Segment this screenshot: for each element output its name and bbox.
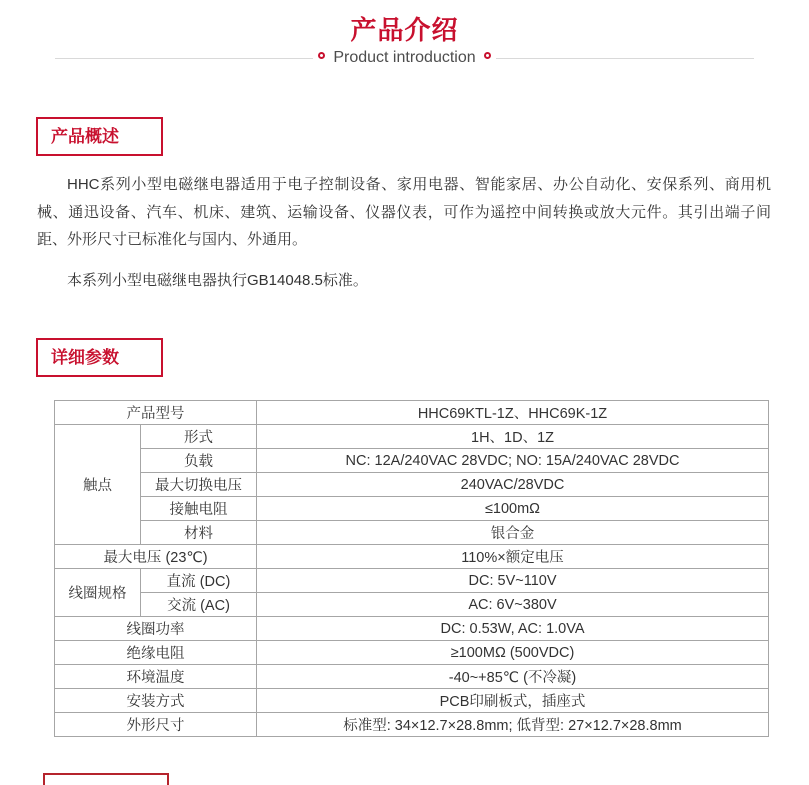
page-title: 产品介绍 <box>350 15 459 45</box>
table-row <box>55 401 769 425</box>
ring-icon-right <box>484 52 491 59</box>
spec-value-cell: NC: 12A/240VAC 28VDC; NO: 15A/240VAC 28VDC <box>257 449 769 473</box>
page-subtitle: Product introduction <box>333 49 476 66</box>
table-row <box>55 665 769 689</box>
spec-label-cell: 线圈规格 <box>55 569 141 617</box>
spec-value-cell: 1H、1D、1Z <box>257 425 769 449</box>
divider-line-right <box>496 58 754 59</box>
spec-label-cell: 直流 (DC) <box>141 569 257 593</box>
table-row <box>55 689 769 713</box>
spec-label-cell: 交流 (AC) <box>141 593 257 617</box>
spec-label-cell: 安装方式 <box>55 689 257 713</box>
table-row <box>55 641 769 665</box>
table-row <box>55 521 769 545</box>
table-row <box>55 617 769 641</box>
section-label-overview <box>36 117 163 156</box>
ring-icon-left <box>318 52 325 59</box>
section-label-params <box>36 338 163 377</box>
spec-label-cell: 线圈功率 <box>55 617 257 641</box>
spec-value-cell: DC: 0.53W, AC: 1.0VA <box>257 617 769 641</box>
table-row <box>55 569 769 593</box>
spec-label-cell: 材料 <box>141 521 257 545</box>
section-label-overview-text: 产品概述 <box>51 127 119 146</box>
spec-label-cell: 外形尺寸 <box>55 713 257 737</box>
spec-label-cell: 产品型号 <box>55 401 257 425</box>
table-row <box>55 449 769 473</box>
spec-label-cell: 形式 <box>141 425 257 449</box>
table-row <box>55 593 769 617</box>
overview-paragraph-2: 本系列小型电磁继电器执行GB14048.5标准。 <box>67 271 368 289</box>
next-section-box-partial <box>43 773 169 785</box>
spec-value-cell: ≤100mΩ <box>257 497 769 521</box>
spec-value-cell: HHC69KTL-1Z、HHC69K-1Z <box>257 401 769 425</box>
table-row <box>55 713 769 737</box>
spec-table-body <box>55 401 769 737</box>
spec-value-cell: 标准型: 34×12.7×28.8mm; 低背型: 27×12.7×28.8mm <box>257 713 769 737</box>
spec-label-cell: 触点 <box>55 425 141 545</box>
spec-label-cell: 绝缘电阻 <box>55 641 257 665</box>
spec-value-cell: PCB印刷板式，插座式 <box>257 689 769 713</box>
spec-value-cell: 银合金 <box>257 521 769 545</box>
table-row <box>55 497 769 521</box>
spec-value-cell: 240VAC/28VDC <box>257 473 769 497</box>
spec-value-cell: 110%×额定电压 <box>257 545 769 569</box>
overview-paragraph-1: HHC系列小型电磁继电器适用于电子控制设备、家用电器、智能家居、办公自动化、安保系列、商用机械、通迅设备、汽车、机床、建筑、运输设备、仪器仪表，可作为遥控中间转换或放大元件。其引出端子间距、外形尺寸已标准化与国内、外通用。 <box>37 176 771 248</box>
spec-table <box>54 400 769 737</box>
spec-label-cell: 环境温度 <box>55 665 257 689</box>
table-row <box>55 425 769 449</box>
table-row <box>55 545 769 569</box>
spec-label-cell: 最大电压 (23℃) <box>55 545 257 569</box>
spec-value-cell: DC: 5V~110V <box>257 569 769 593</box>
overview-section <box>37 171 771 294</box>
spec-label-cell: 负载 <box>141 449 257 473</box>
divider-line-left <box>55 58 313 59</box>
spec-value-cell: ≥100MΩ (500VDC) <box>257 641 769 665</box>
spec-label-cell: 最大切换电压 <box>141 473 257 497</box>
table-row <box>55 473 769 497</box>
spec-value-cell: AC: 6V~380V <box>257 593 769 617</box>
page-subtitle-row <box>55 46 754 70</box>
spec-label-cell: 接触电阻 <box>141 497 257 521</box>
spec-value-cell: -40~+85℃ (不冷凝) <box>257 665 769 689</box>
section-label-params-text: 详细参数 <box>51 348 119 367</box>
